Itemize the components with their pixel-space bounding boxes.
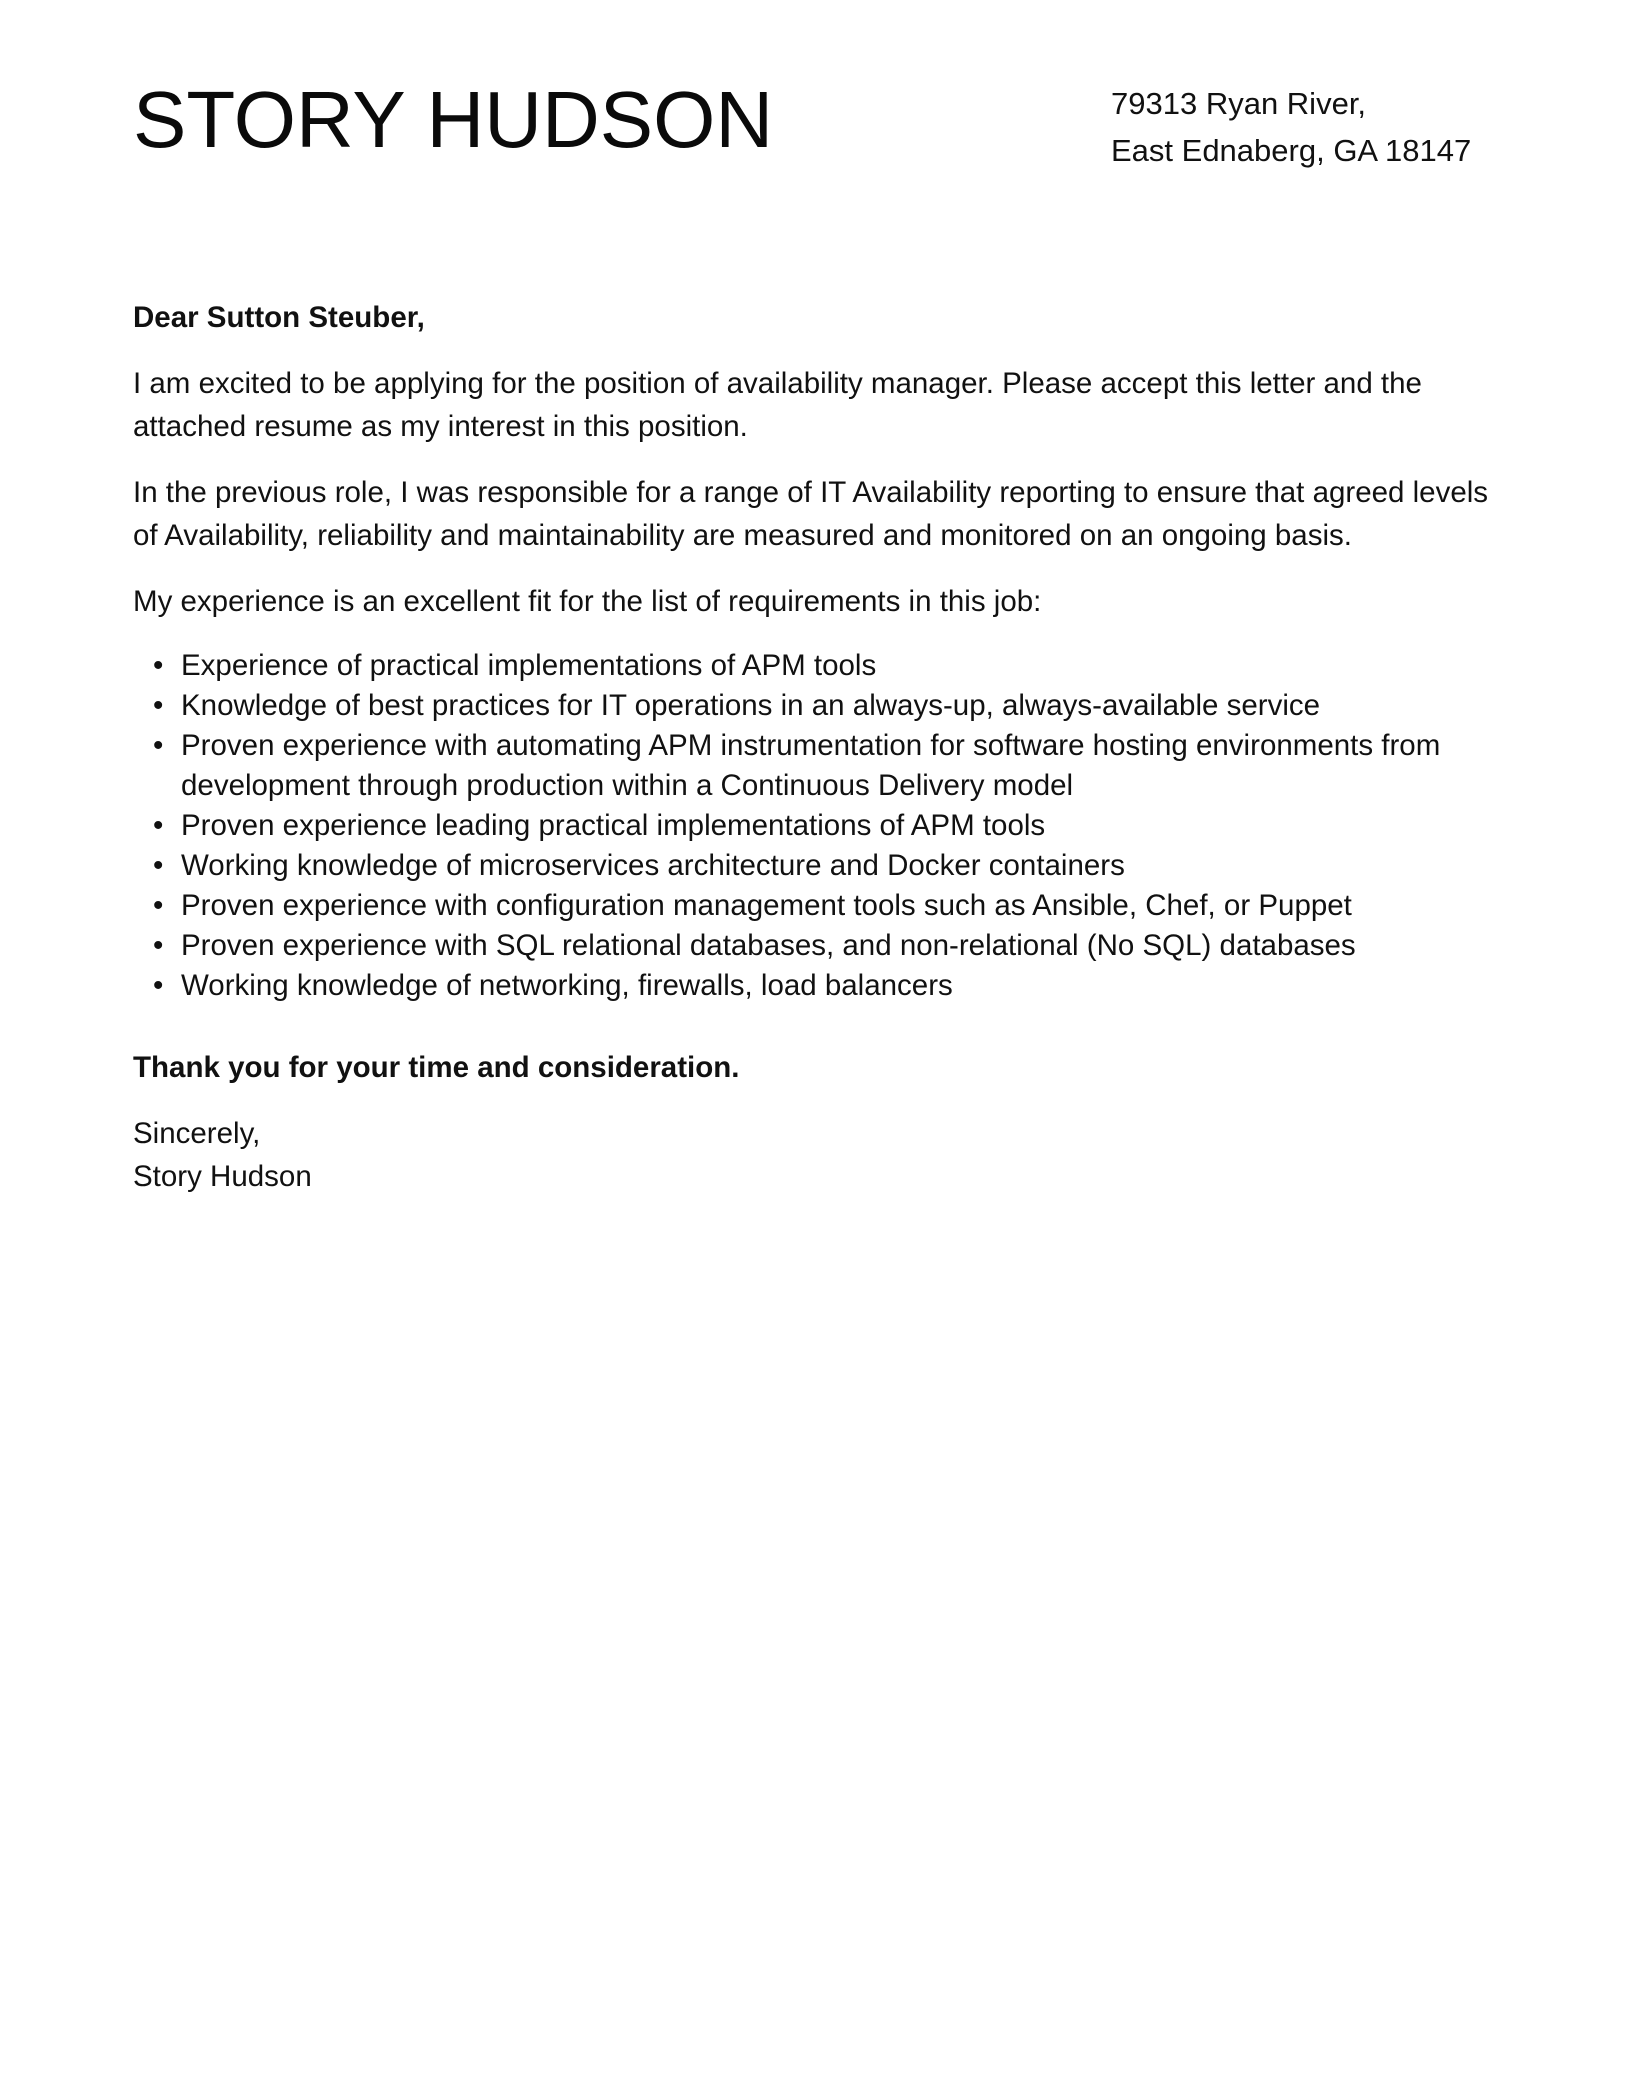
address-line-1: 79313 Ryan River,: [1111, 86, 1367, 121]
list-item-text: Proven experience with SQL relational databases, and non-relational (No SQL) databases: [181, 929, 1356, 962]
requirements-list: [133, 646, 1499, 1006]
sender-name: STORY HUDSON: [133, 75, 774, 164]
bullet-icon: •: [153, 809, 164, 842]
letterhead: [133, 72, 1499, 192]
sender-address: [1111, 80, 1471, 174]
list-item: [153, 806, 1499, 846]
bullet-icon: •: [153, 929, 164, 962]
requirements-intro: My experience is an excellent fit for the list of requirements in this job:: [133, 585, 1042, 618]
closing-line: Thank you for your time and consideration.: [133, 1051, 740, 1084]
signoff-block: [133, 1112, 1499, 1198]
list-item: [153, 966, 1499, 1006]
salutation: Dear Sutton Steuber,: [133, 301, 425, 334]
bullet-icon: •: [153, 889, 164, 922]
bullet-icon: •: [153, 729, 164, 762]
list-item-text: Working knowledge of microservices architecture and Docker containers: [181, 849, 1125, 882]
list-item: [153, 726, 1499, 806]
list-item-text: Proven experience with automating APM instrumentation for software hosting environments from development through production within a Continuous Delivery model: [181, 729, 1441, 802]
list-item-text: Proven experience with configuration management tools such as Ansible, Chef, or Puppet: [181, 889, 1352, 922]
list-item: [153, 846, 1499, 886]
list-item-text: Working knowledge of networking, firewalls, load balancers: [181, 969, 953, 1002]
list-item: [153, 886, 1499, 926]
experience-paragraph: In the previous role, I was responsible for a range of IT Availability reporting to ensure that agreed levels of Availability, reliability and maintainability are measured and monitored on an ongoing basis.: [133, 476, 1489, 552]
bullet-icon: •: [153, 849, 164, 882]
list-item: [153, 686, 1499, 726]
list-item-text: Proven experience leading practical implementations of APM tools: [181, 809, 1046, 842]
signature-name: Story Hudson: [133, 1160, 312, 1193]
list-item: [153, 926, 1499, 966]
list-item-text: Knowledge of best practices for IT operations in an always-up, always-available service: [181, 689, 1321, 722]
list-item: [153, 646, 1499, 686]
bullet-icon: •: [153, 649, 164, 682]
bullet-icon: •: [153, 969, 164, 1002]
bullet-icon: •: [153, 689, 164, 722]
signoff: Sincerely,: [133, 1117, 261, 1150]
address-line-2: East Ednaberg, GA 18147: [1111, 133, 1472, 168]
intro-paragraph: I am excited to be applying for the position of availability manager. Please accept this letter and the attached resume as my interest in this position.: [133, 367, 1422, 443]
letter-body: [133, 296, 1499, 1198]
list-item-text: Experience of practical implementations of APM tools: [181, 649, 877, 682]
